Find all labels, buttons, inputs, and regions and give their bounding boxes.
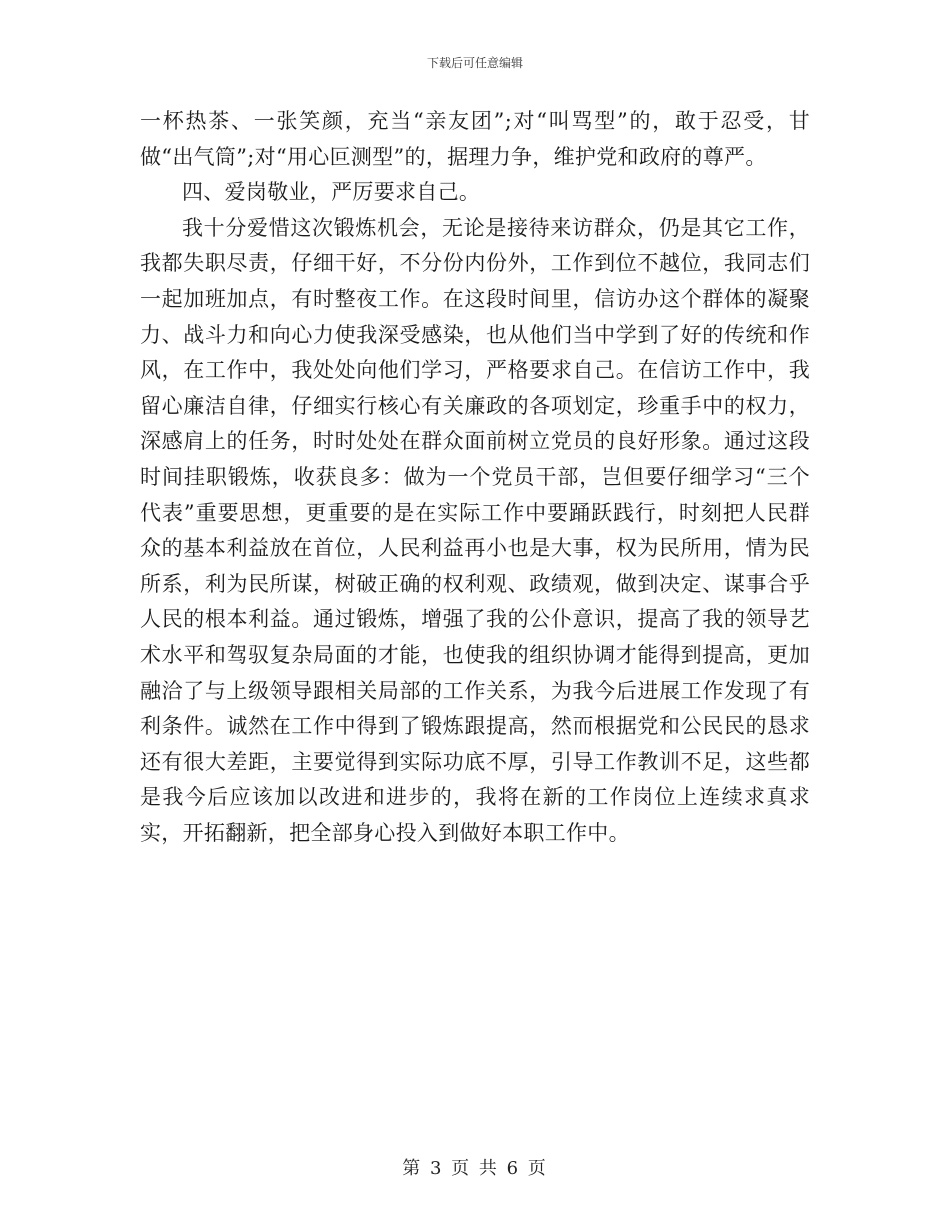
page-number: 第 3 页 共 6 页	[402, 1158, 548, 1179]
header-note: 下载后可任意编辑	[426, 56, 523, 70]
paragraph-continuation: 一杯热茶、一张笑颜，充当“亲友团”;对“叫骂型”的，敢于忍受，甘做“出气筒”;对“用心叵测型”的，据理力争，维护党和政府的尊严。	[140, 109, 810, 169]
document-body	[140, 104, 810, 851]
paragraph-main: 我十分爱惜这次锻炼机会，无论是接待来访群众，仍是其它工作，我都失职尽责，仔细干好，不分份内份外，工作到位不越位，我同志们一起加班加点，有时整夜工作。在这段时间里，信访办这个群体的凝聚力、战斗力和向心力使我深受感染，也从他们当中学到了好的传统和作风，在工作中，我处处向他们学习，严格要求自己。在信访工作中，我留心廉洁自律，仔细实行核心有关廉政的各项划定，珍重手中的权力，深感肩上的任务，时时处处在群众面前树立党员的良好形象。通过这段时间挂职锻炼，收获良多：做为一个党员干部，岂但要仔细学习“三个代表”重要思想，更重要的是在实际工作中要踊跃践行，时刻把人民群众的基本利益放在首位，人民利益再小也是大事，权为民所用，情为民所系，利为民所谋，树破正确的权利观、政绩观，做到决定、谋事合乎人民的根本利益。通过锻炼，增强了我的公仆意识，提高了我的领导艺术水平和驾驭复杂局面的才能，也使我的组织协调才能得到提高，更加融洽了与上级领导跟相关局部的工作关系，为我今后进展工作发现了有利条件。诚然在工作中得到了锻炼跟提高，然而根据党和公民民的恳求还有很大差距，主要觉得到实际功底不厚，引导工作教训不足，这些都是我今后应该加以改进和进步的，我将在新的工作岗位上连续求真求实，开拓翻新，把全部身心投入到做好本职工作中。	[140, 215, 810, 845]
section-heading: 四、爱岗敬业，严厉要求自己。	[182, 180, 481, 205]
